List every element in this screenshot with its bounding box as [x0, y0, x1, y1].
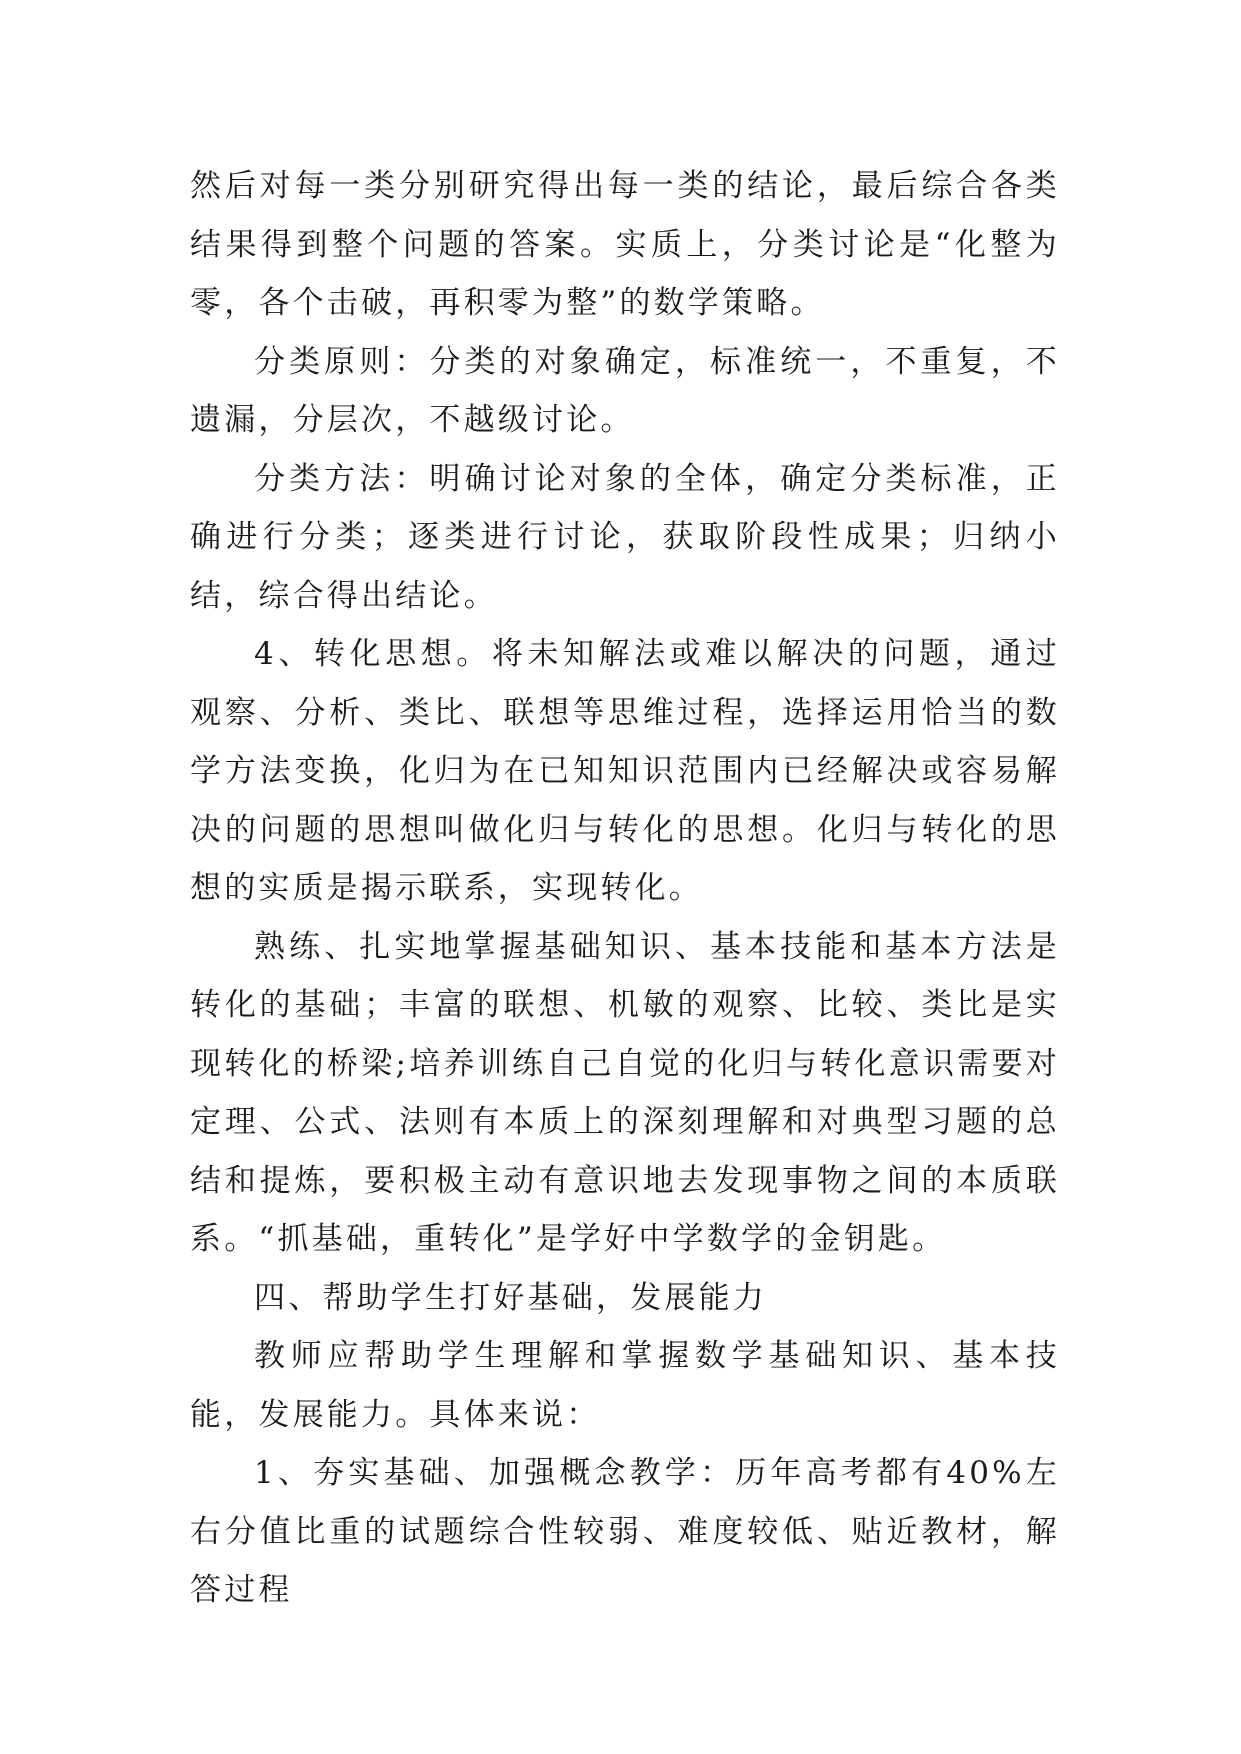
paragraph-teacher-role: 教师应帮助学生理解和掌握数学基础知识、基本技能，发展能力。具体来说： — [190, 1338, 1060, 1433]
paragraph-transformation-basis: 熟练、扎实地掌握基础知识、基本技能和基本方法是转化的基础；丰富的联想、机敏的观察、比较、类比是实现转化的桥梁;培养训练自己自觉的化归与转化意识需要对定理、公式、法则有本质上的深刻理解和对典型习题的总结和提炼，要积极主动有意识地去发现事物之间的本质联系。“抓基础，重转化”是学好中学数学的金钥匙。 — [190, 928, 1060, 1257]
paragraph-foundation-concepts: 1、夯实基础、加强概念教学：历年高考都有40%左右分值比重的试题综合性较弱、难度较低、贴近教材，解答过程 — [190, 1455, 1060, 1608]
section-heading-four: 四、帮助学生打好基础，发展能力 — [254, 1279, 767, 1316]
document-body — [190, 157, 1060, 1620]
paragraph-classification-method: 分类方法：明确讨论对象的全体，确定分类标准，正确进行分类；逐类进行讨论，获取阶段性成果；归纳小结，综合得出结论。 — [190, 460, 1060, 614]
paragraph-transformation-idea: 4、转化思想。将未知解法或难以解决的问题，通过观察、分析、类比、联想等思维过程，选择运用恰当的数学方法变换，化归为在已知知识范围内已经解决或容易解决的问题的思想叫做化归与转化的思想。化归与转化的思想的实质是揭示联系，实现转化。 — [190, 636, 1060, 906]
paragraph-classification-principle: 分类原则：分类的对象确定，标准统一，不重复，不遗漏，分层次，不越级讨论。 — [190, 343, 1060, 438]
paragraph-classification-summary: 然后对每一类分别研究得出每一类的结论，最后综合各类结果得到整个问题的答案。实质上，分类讨论是“化整为零，各个击破，再积零为整”的数学策略。 — [190, 168, 1060, 321]
